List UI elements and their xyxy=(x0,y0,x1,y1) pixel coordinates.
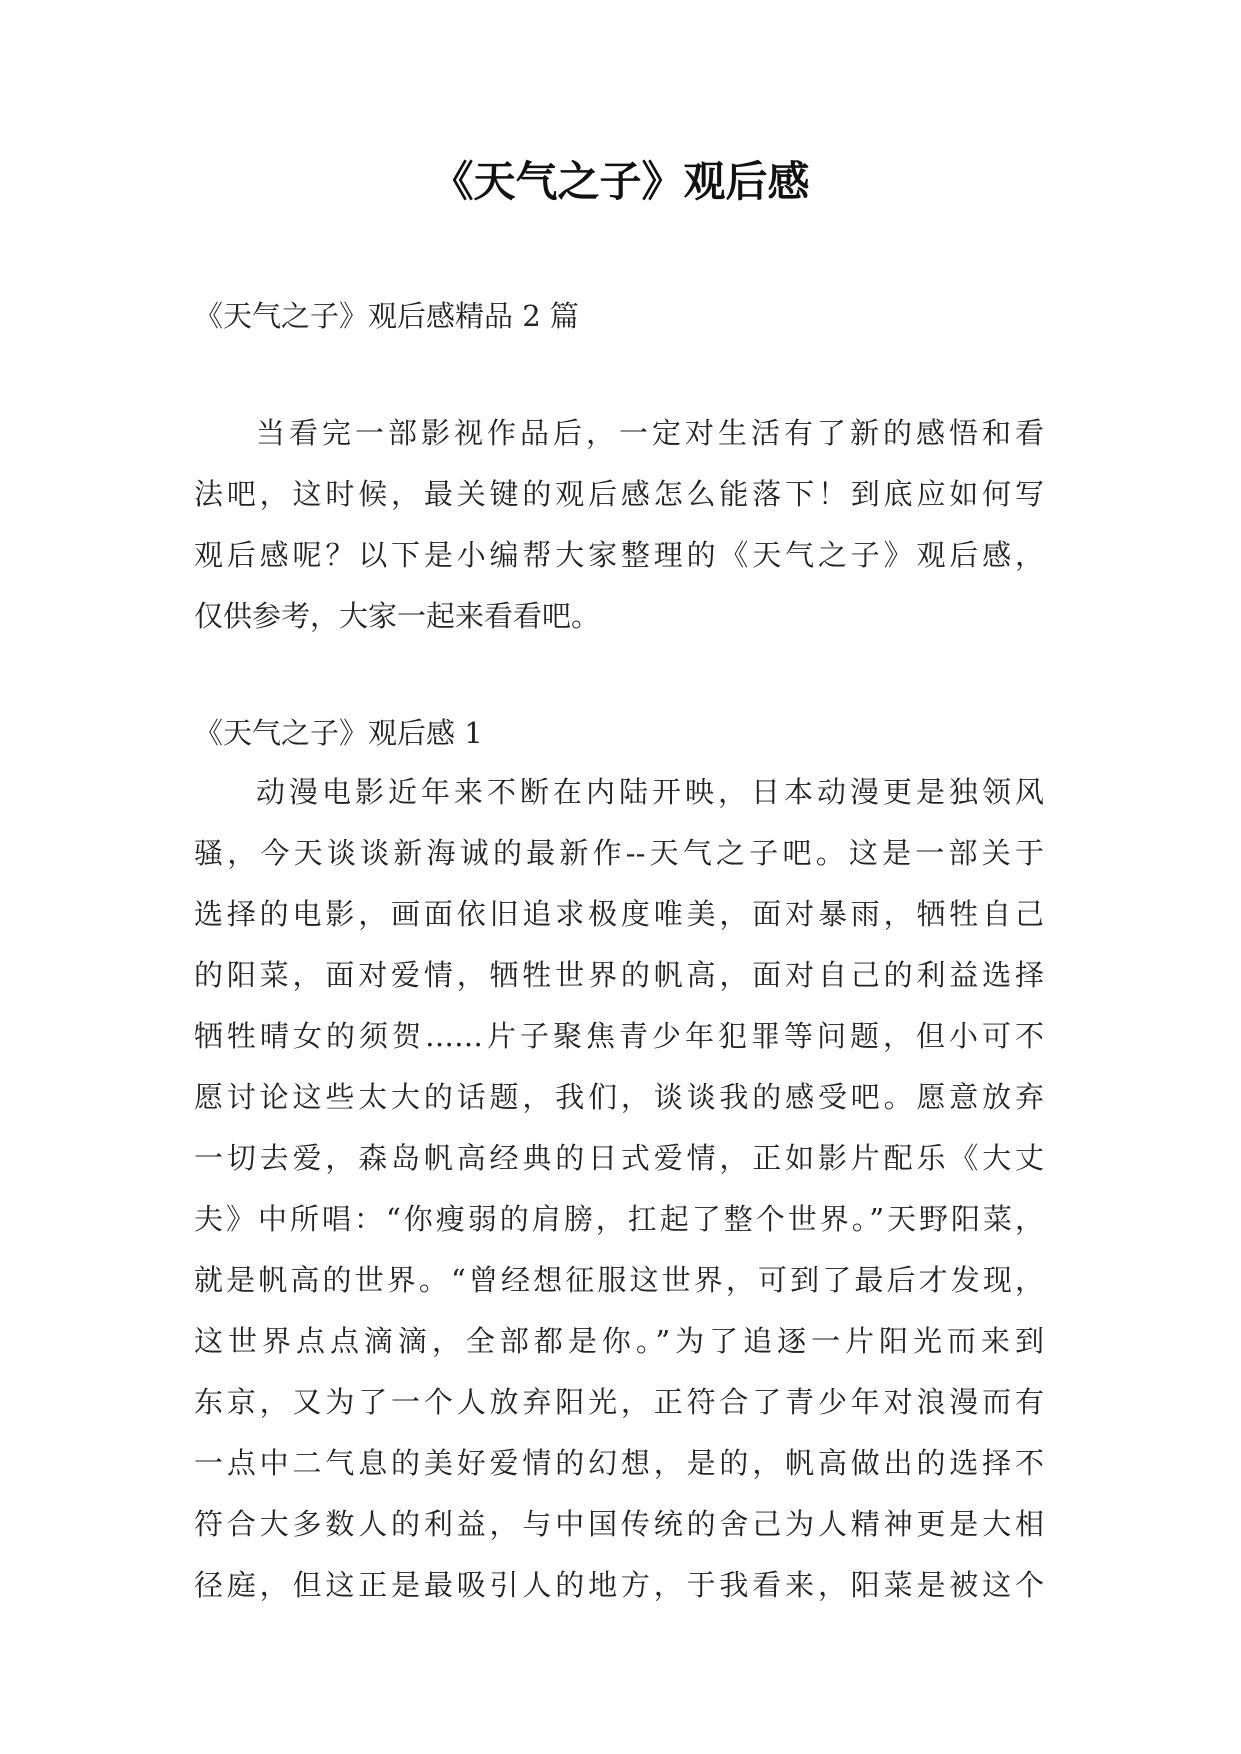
body-line: 就是帆高的世界。“曾经想征服这世界，可到了最后才发现， xyxy=(194,1263,1044,1297)
body-line: 选择的电影，画面依旧追求极度唯美，面对暴雨，牺牲自己 xyxy=(194,897,1044,931)
body-line: 这世界点点滴滴，全部都是你。”为了追逐一片阳光而来到 xyxy=(194,1324,1044,1358)
body-line: 牺牲晴女的须贺……片子聚焦青少年犯罪等问题，但小可不 xyxy=(194,1019,1044,1053)
body-line: 东京，又为了一个人放弃阳光，正符合了青少年对浪漫而有 xyxy=(194,1385,1044,1419)
body-line: 骚，今天谈谈新海诚的最新作--天气之子吧。这是一部关于 xyxy=(194,836,1044,870)
intro-line: 法吧，这时候，最关键的观后感怎么能落下！到底应如何写 xyxy=(194,477,1044,511)
body-line: 径庭，但这正是最吸引人的地方，于我看来，阳菜是被这个 xyxy=(194,1568,1044,1602)
body-line: 一切去爱，森岛帆高经典的日式爱情，正如影片配乐《大丈 xyxy=(194,1141,1044,1175)
intro-line: 仅供参考，大家一起来看看吧。 xyxy=(194,599,601,633)
body-line: 一点中二气息的美好爱情的幻想，是的，帆高做出的选择不 xyxy=(194,1446,1044,1480)
section-heading: 《天气之子》观后感 1 xyxy=(194,716,483,750)
body-line: 愿讨论这些太大的话题，我们，谈谈我的感受吧。愿意放弃 xyxy=(194,1080,1044,1114)
body-line: 动漫电影近年来不断在内陆开映，日本动漫更是独领风 xyxy=(256,775,1044,809)
body-line: 符合大多数人的利益，与中国传统的舍己为人精神更是大相 xyxy=(194,1507,1044,1541)
document-title: 《天气之子》观后感 xyxy=(431,157,810,206)
document-subtitle: 《天气之子》观后感精品 2 篇 xyxy=(194,299,579,333)
body-line: 夫》中所唱：“你瘦弱的肩膀，扛起了整个世界。”天野阳菜， xyxy=(194,1202,1044,1236)
body-line: 的阳菜，面对爱情，牺牲世界的帆高，面对自己的利益选择 xyxy=(194,958,1044,992)
intro-line: 当看完一部影视作品后，一定对生活有了新的感悟和看 xyxy=(256,416,1044,450)
intro-line: 观后感呢？以下是小编帮大家整理的《天气之子》观后感， xyxy=(194,538,1044,572)
